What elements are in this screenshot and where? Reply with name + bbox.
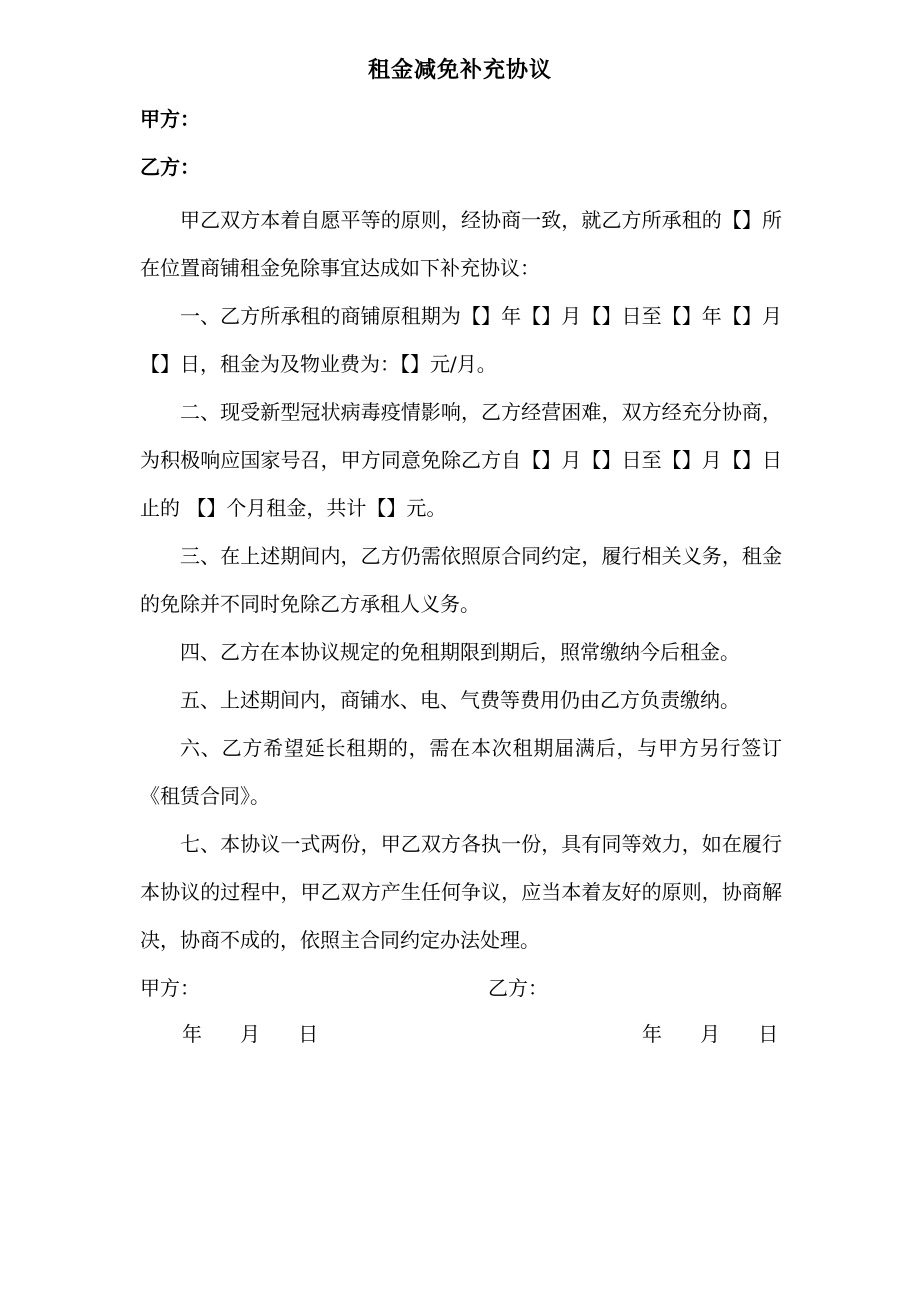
clause-4: 四、乙方在本协议规定的免租期限到期后，照常缴纳今后租金。 [180, 640, 740, 664]
intro-paragraph: 甲乙双方本着自愿平等的原则，经协商一致，就乙方所承租的【】所在位置商铺租金免除事宜达成如下补充协议： [140, 208, 782, 280]
agreement-body [140, 196, 782, 964]
clause-3: 三、在上述期间内，乙方仍需依照原合同约定，履行相关义务，租金的免除并不同时免除乙方承租人义务。 [140, 544, 782, 616]
clause-5: 五、上述期间内，商铺水、电、气费等费用仍由乙方负责缴纳。 [180, 688, 740, 712]
clause-7: 七、本协议一式两份，甲乙双方各执一份，具有同等效力，如在履行本协议的过程中，甲乙双方产生任何争议，应当本着友好的原则，协商解决，协商不成的，依照主合同约定办法处理。 [140, 832, 782, 952]
date-line-party-a: 年 月 日 [182, 1022, 319, 1046]
clause-2: 二、现受新型冠状病毒疫情影响，乙方经营困难，双方经充分协商，为积极响应国家号召，甲方同意免除乙方自【】月【】日至【】月【】日止的 【】个月租金，共计【】元。 [140, 400, 782, 520]
party-b-label: 乙方： [140, 155, 200, 179]
signature-party-b: 乙方： [488, 976, 548, 1000]
date-line-party-b: 年 月 日 [642, 1022, 779, 1046]
clause-6: 六、乙方希望延长租期的，需在本次租期届满后，与甲方另行签订《租赁合同》。 [140, 736, 782, 808]
document-title: 租金减免补充协议 [367, 57, 552, 83]
clause-1: 一、乙方所承租的商铺原租期为【】年【】月【】日至【】年【】月【】日，租金为及物业费为：【】元/月。 [140, 304, 782, 376]
party-a-label: 甲方： [140, 107, 200, 131]
signature-party-a: 甲方： [140, 976, 200, 1000]
